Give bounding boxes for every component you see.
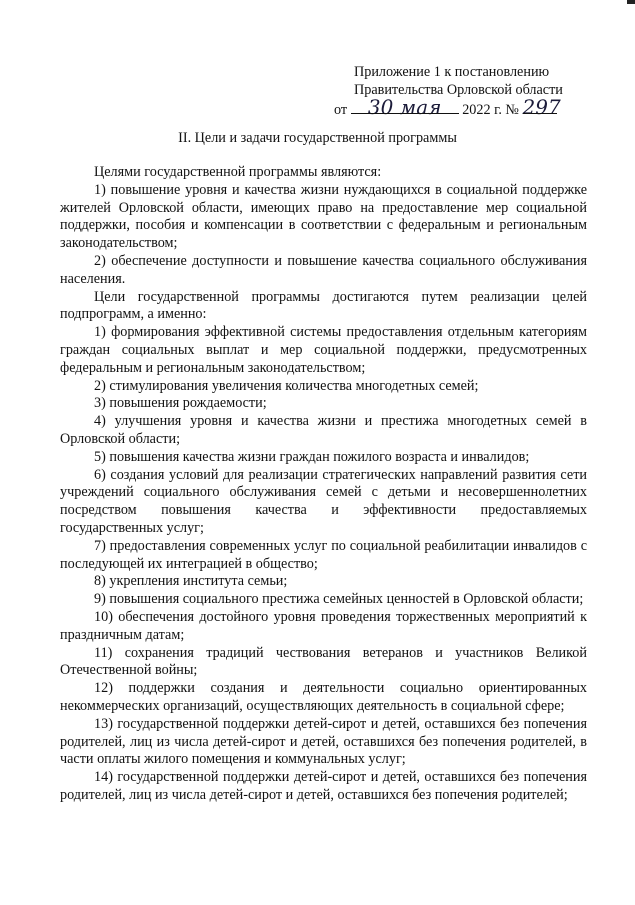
paragraph: 7) предоставления современных услуг по социальной реабилитации инвалидов с последующей их интеграцией в общество; bbox=[60, 537, 587, 572]
date-prefix: от bbox=[334, 102, 348, 118]
appendix-line-2: Правительства Орловской области bbox=[354, 81, 563, 98]
paragraph: 6) создания условий для реализации стратегических направлений развития сети учреждений социального обслуживания семей с детьми и несовершеннолетних посредством повышения качества и эффективности предоставляемых государственных услуг; bbox=[60, 466, 587, 536]
paragraph: 12) поддержки создания и деятельности социально ориентированных некоммерческих организаций, осуществляющих деятельность в социальной сфере; bbox=[60, 680, 587, 714]
paragraph: 1) формирования эффективной системы предоставления отдельным категориям граждан социальных выплат и мер социальной поддержки, предусмотренных федеральным и региональным законодательством; bbox=[60, 324, 587, 376]
year-and-number-label: 2022 г. № bbox=[462, 102, 519, 118]
paragraph: 9) повышения социального престижа семейных ценностей в Орловской области; bbox=[94, 591, 584, 608]
paragraph: 4) улучшения уровня и качества жизни и престижа многодетных семей в Орловской области; bbox=[60, 413, 587, 447]
paragraph: 2) обеспечение доступности и повышение качества социального обслуживания населения. bbox=[60, 252, 587, 287]
paragraph: 5) повышения качества жизни граждан пожилого возраста и инвалидов; bbox=[94, 448, 530, 465]
paragraph: 14) государственной поддержки детей-сирот и детей, оставшихся без попечения родителей, лиц из числа детей-сирот и детей, оставшихся без попечения родителей; bbox=[60, 769, 587, 803]
appendix-header bbox=[320, 64, 590, 120]
appendix-line-1: Приложение 1 к постановлению bbox=[354, 64, 550, 80]
paragraph: 2) стимулирования увеличения количества многодетных семей; bbox=[94, 377, 479, 394]
scan-corner-mark bbox=[627, 0, 635, 4]
section-title: II. Цели и задачи государственной программы bbox=[178, 130, 457, 146]
paragraph: Целями государственной программы являются: bbox=[94, 164, 382, 180]
paragraph: 8) укрепления института семьи; bbox=[94, 573, 288, 590]
document-body bbox=[60, 164, 587, 805]
paragraph: 11) сохранения традиций чествования ветеранов и участников Великой Отечественной войны; bbox=[60, 644, 587, 679]
paragraph: 13) государственной поддержки детей-сирот и детей, оставшихся без попечения родителей, лиц из числа детей-сирот и детей, оставшихся без попечения родителей, в части оплаты жилого помещения и коммунальных услуг; bbox=[60, 715, 587, 768]
paragraph: Цели государственной программы достигаются путем реализации целей подпрограмм, а именно: bbox=[60, 288, 587, 323]
handwritten-date: 30 мая bbox=[351, 99, 459, 117]
paragraph: 3) повышения рождаемости; bbox=[94, 395, 267, 412]
appendix-date-line bbox=[320, 95, 590, 120]
paragraph: 10) обеспечения достойного уровня проведения торжественных мероприятий к праздничным датам; bbox=[60, 608, 587, 643]
paragraph: 1) повышение уровня и качества жизни нуждающихся в социальной поддержке жителей Орловской области, имеющих право на предоставление мер социальной поддержки, пособия и компенсации в соответствии с федеральным и региональным законодательством; bbox=[60, 181, 587, 252]
handwritten-number: 297 bbox=[522, 95, 561, 119]
